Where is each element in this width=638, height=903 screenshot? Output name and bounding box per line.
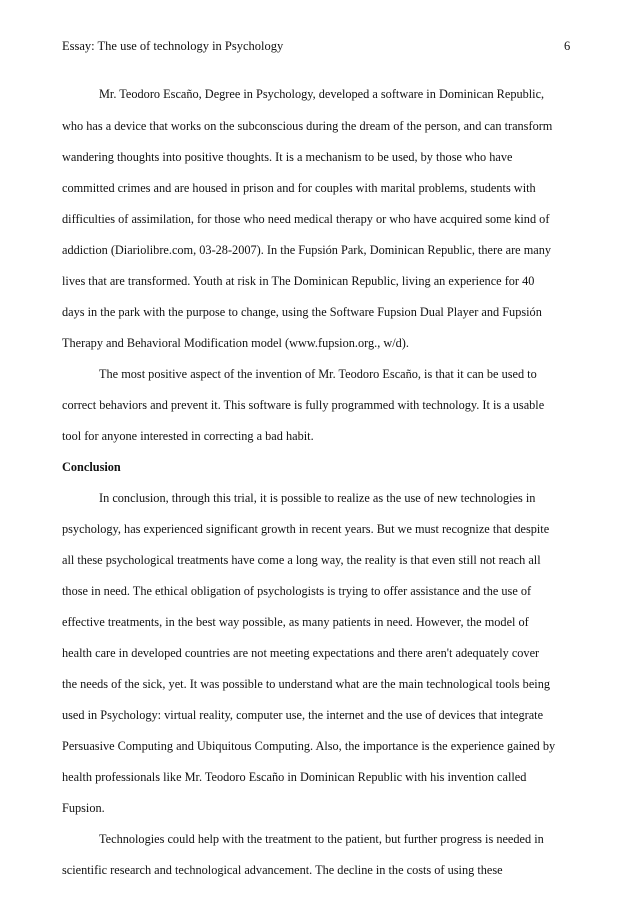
- running-header-title: Essay: The use of technology in Psychology: [62, 39, 284, 53]
- paragraph-4-line: Technologies could help with the treatment to the patient, but further progress is needed in: [99, 832, 544, 846]
- paragraph-3-line: health professionals like Mr. Teodoro Escaño in Dominican Republic with his invention called: [62, 770, 527, 784]
- conclusion-heading: Conclusion: [62, 460, 121, 474]
- paragraph-1-line: difficulties of assimilation, for those who need medical therapy or who have acquired some kind of: [62, 212, 550, 226]
- paragraph-3-line: used in Psychology: virtual reality, computer use, the internet and the use of devices that integrate: [62, 708, 544, 722]
- paragraph-3-line: health care in developed countries are not meeting expectations and there aren't adequately cover: [62, 646, 540, 660]
- paragraph-1-line: wandering thoughts into positive thoughts. It is a mechanism to be used, by those who have: [62, 150, 513, 164]
- paragraph-3-line: those in need. The ethical obligation of psychologists is trying to offer assistance and the use of: [62, 584, 532, 598]
- paragraph-3-line: Persuasive Computing and Ubiquitous Computing. Also, the importance is the experience gained by: [62, 739, 556, 753]
- paragraph-1-line: addiction (Diariolibre.com, 03-28-2007). In the Fupsión Park, Dominican Republic, there are many: [62, 243, 552, 257]
- paragraph-3-line: effective treatments, in the best way possible, as many patients in need. However, the model of: [62, 615, 529, 629]
- paragraph-1-line: committed crimes and are housed in prison and for couples with marital problems, students with: [62, 181, 536, 195]
- paragraph-3-line: Fupsion.: [62, 801, 105, 815]
- paragraph-2-line: The most positive aspect of the invention of Mr. Teodoro Escaño, is that it can be used to: [99, 367, 537, 381]
- page-number: 6: [564, 39, 571, 53]
- paragraph-1-line: days in the park with the purpose to change, using the Software Fupsion Dual Player and Fupsión: [62, 305, 542, 319]
- paragraph-3-line: psychology, has experienced significant growth in recent years. But we must recognize that despite: [62, 522, 550, 536]
- paragraph-1-line: Therapy and Behavioral Modification model (www.fupsion.org., w/d).: [62, 336, 409, 350]
- paragraph-1-line: Mr. Teodoro Escaño, Degree in Psychology, developed a software in Dominican Republic,: [99, 87, 545, 101]
- paragraph-4-line: scientific research and technological advancement. The decline in the costs of using these: [62, 863, 503, 877]
- paragraph-2-line: tool for anyone interested in correcting a bad habit.: [62, 429, 314, 443]
- paragraph-2-line: correct behaviors and prevent it. This software is fully programmed with technology. It is a usable: [62, 398, 545, 412]
- paragraph-3-line: all these psychological treatments have come a long way, the reality is that even still not reach all: [62, 553, 541, 567]
- paragraph-1-line: who has a device that works on the subconscious during the dream of the person, and can transform: [62, 119, 553, 133]
- paragraph-3-line: the needs of the sick, yet. It was possible to understand what are the main technological tools being: [62, 677, 550, 691]
- paragraph-1-line: lives that are transformed. Youth at risk in The Dominican Republic, living an experience for 40: [62, 274, 535, 288]
- paragraph-3-line: In conclusion, through this trial, it is possible to realize as the use of new technologies in: [99, 491, 536, 505]
